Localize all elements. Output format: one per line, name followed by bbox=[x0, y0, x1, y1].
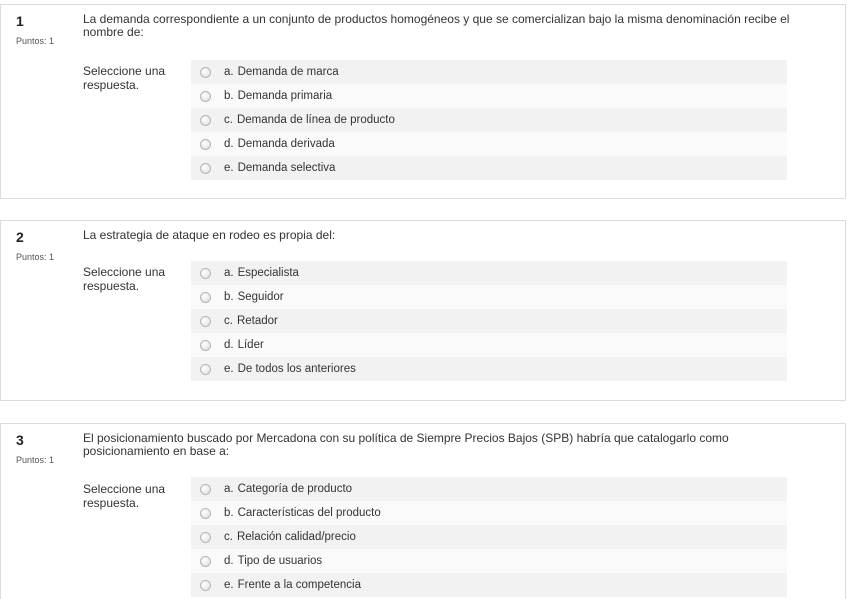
answer-option-b[interactable] bbox=[191, 285, 787, 309]
option-letter: d. bbox=[224, 138, 234, 150]
radio-button[interactable] bbox=[200, 67, 211, 78]
answer-option-a[interactable] bbox=[191, 477, 787, 501]
option-label: Demanda de marca bbox=[237, 66, 339, 78]
question-points: Puntos: 1 bbox=[16, 36, 55, 46]
radio-button[interactable] bbox=[200, 139, 211, 150]
option-label: Líder bbox=[237, 339, 264, 351]
option-label: Frente a la competencia bbox=[237, 579, 361, 591]
question-number: 3 bbox=[16, 432, 24, 448]
answer-option-c[interactable] bbox=[191, 525, 787, 549]
answer-options bbox=[191, 477, 787, 597]
answer-prompt: Seleccione una respuesta. bbox=[83, 482, 166, 510]
option-label: Características del producto bbox=[237, 507, 381, 519]
answer-option-d[interactable] bbox=[191, 333, 787, 357]
question-text: El posicionamiento buscado por Mercadona con su política de Siempre Precios Bajos (SPB) habría que catalogarlo como posicionamiento en base a: bbox=[83, 431, 729, 458]
question-number: 2 bbox=[16, 229, 24, 245]
answer-options bbox=[191, 60, 787, 180]
option-label: Relación calidad/precio bbox=[236, 531, 356, 543]
radio-button[interactable] bbox=[200, 580, 211, 591]
option-letter: a. bbox=[224, 66, 234, 78]
question-1 bbox=[0, 4, 846, 199]
radio-button[interactable] bbox=[200, 163, 211, 174]
answer-option-e[interactable] bbox=[191, 573, 787, 597]
option-letter: b. bbox=[224, 291, 234, 303]
answer-option-b[interactable] bbox=[191, 84, 787, 108]
radio-button[interactable] bbox=[200, 91, 211, 102]
option-letter: b. bbox=[224, 507, 234, 519]
radio-button[interactable] bbox=[200, 340, 211, 351]
option-label: Categoría de producto bbox=[237, 483, 353, 495]
question-3 bbox=[0, 423, 846, 599]
answer-option-e[interactable] bbox=[191, 156, 787, 180]
radio-button[interactable] bbox=[200, 292, 211, 303]
answer-options bbox=[191, 261, 787, 381]
answer-option-a[interactable] bbox=[191, 60, 787, 84]
question-points: Puntos: 1 bbox=[16, 455, 55, 465]
option-label: Seguidor bbox=[237, 291, 284, 303]
radio-button[interactable] bbox=[200, 508, 211, 519]
option-label: Retador bbox=[236, 315, 278, 327]
answer-option-e[interactable] bbox=[191, 357, 787, 381]
answer-option-a[interactable] bbox=[191, 261, 787, 285]
option-letter: c. bbox=[224, 531, 233, 543]
option-label: Demanda selectiva bbox=[237, 162, 336, 174]
question-text: La demanda correspondiente a un conjunto de productos homogéneos y que se comercializan bajo la misma denominación recibe el nombre de: bbox=[83, 12, 790, 39]
option-label: Especialista bbox=[237, 267, 299, 279]
option-letter: a. bbox=[224, 483, 234, 495]
answer-option-d[interactable] bbox=[191, 132, 787, 156]
radio-button[interactable] bbox=[200, 532, 211, 543]
option-letter: c. bbox=[224, 114, 233, 126]
answer-prompt: Seleccione una respuesta. bbox=[83, 64, 166, 92]
option-label: Demanda primaria bbox=[237, 90, 333, 102]
option-letter: b. bbox=[224, 90, 234, 102]
answer-option-c[interactable] bbox=[191, 309, 787, 333]
option-letter: c. bbox=[224, 315, 233, 327]
question-points: Puntos: 1 bbox=[16, 252, 55, 262]
option-label: Demanda derivada bbox=[237, 138, 335, 150]
option-letter: e. bbox=[224, 579, 234, 591]
answer-option-b[interactable] bbox=[191, 501, 787, 525]
option-letter: d. bbox=[224, 555, 234, 567]
option-letter: a. bbox=[224, 267, 234, 279]
radio-button[interactable] bbox=[200, 364, 211, 375]
option-letter: e. bbox=[224, 162, 234, 174]
answer-prompt: Seleccione una respuesta. bbox=[83, 265, 166, 293]
option-label: Demanda de línea de producto bbox=[236, 114, 395, 126]
radio-button[interactable] bbox=[200, 556, 211, 567]
answer-option-d[interactable] bbox=[191, 549, 787, 573]
radio-button[interactable] bbox=[200, 115, 211, 126]
question-number: 1 bbox=[16, 13, 24, 29]
option-label: Tipo de usuarios bbox=[237, 555, 323, 567]
radio-button[interactable] bbox=[200, 484, 211, 495]
question-text: La estrategia de ataque en rodeo es propia del: bbox=[83, 228, 336, 242]
radio-button[interactable] bbox=[200, 268, 211, 279]
question-2 bbox=[0, 220, 846, 401]
answer-option-c[interactable] bbox=[191, 108, 787, 132]
radio-button[interactable] bbox=[200, 316, 211, 327]
option-letter: e. bbox=[224, 363, 234, 375]
option-letter: d. bbox=[224, 339, 234, 351]
option-label: De todos los anteriores bbox=[237, 363, 356, 375]
